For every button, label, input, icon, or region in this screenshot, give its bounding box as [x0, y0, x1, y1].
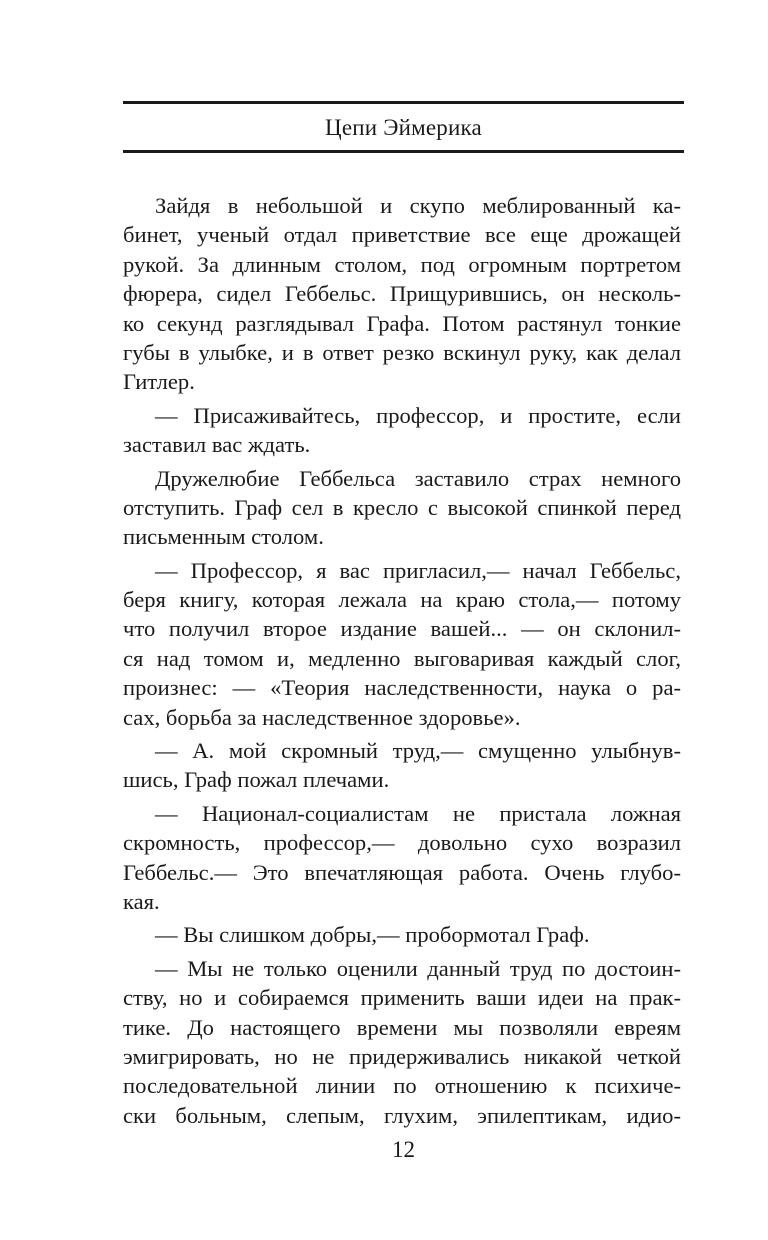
text-line: шись, Граф пожал плечами.	[123, 767, 390, 793]
text-line: кая.	[123, 888, 160, 914]
header-rule-top	[123, 101, 684, 104]
text-line: — Профессор, я вас пригласил,— начал Геббельс,	[155, 557, 681, 583]
text-line: Гитлер.	[123, 369, 195, 395]
text-line: ся над томом и, медленно выговаривая каждый слог,	[123, 645, 681, 671]
text-line: произнес: — «Теория наследственности, наука о ра-	[123, 675, 681, 701]
text-line: что получил второе издание вашей... — он склонил-	[123, 616, 681, 642]
text-line: Дружелюбие Геббельса заставило страх немного	[155, 465, 681, 491]
text-line: губы в улыбке, и в ответ резко вскинул руку, как делал	[123, 339, 681, 365]
text-line: ски больным, слепым, глухим, эпилептикам, идио-	[123, 1102, 681, 1128]
text-line: Зайдя в небольшой и скупо меблированный ка-	[155, 193, 681, 218]
text-line: заставил вас ждать.	[123, 432, 311, 458]
body-text	[123, 191, 681, 1130]
text-line: сах, борьба за наследственное здоровье».	[123, 704, 521, 730]
text-line: — Мы не только оценили данный труд по достоин-	[155, 955, 681, 981]
text-line: ству, но и собираемся применить ваши идеи на прак-	[123, 985, 681, 1011]
text-line: последовательной линии по отношению к психиче-	[123, 1073, 681, 1099]
text-line: — Национал-социалистам не пристала ложная	[155, 800, 681, 826]
text-line: бинет, ученый отдал приветствие все еще дрожащей	[123, 222, 681, 248]
text-line: — Вы слишком добры,— пробормотал Граф.	[155, 922, 590, 948]
text-line: фюрера, сидел Геббельс. Прищурившись, он несколь-	[123, 281, 681, 307]
text-line: Геббельс.— Это впечатляющая работа. Очень глубо-	[123, 859, 681, 885]
text-line: эмигрировать, но не придерживались никакой четкой	[123, 1043, 681, 1069]
text-line: скромность, профессор,— довольно сухо возразил	[123, 830, 681, 856]
page-number: 12	[392, 1137, 415, 1162]
text-line: — Присаживайтесь, профессор, и простите, если	[155, 402, 681, 428]
text-line: ко секунд разглядывал Графа. Потом растянул тонкие	[123, 310, 681, 336]
text-line: отступить. Граф сел в кресло с высокой спинкой перед	[123, 494, 681, 520]
text-line: тике. До настоящего времени мы позволяли евреям	[123, 1014, 681, 1040]
text-line: письменным столом.	[123, 524, 324, 550]
text-line: рукой. За длинным столом, под огромным портретом	[123, 251, 681, 277]
header-rule-bottom	[123, 150, 684, 153]
text-line: — А. мой скромный труд,— смущенно улыбнув-	[155, 738, 681, 764]
text-line: беря книгу, которая лежала на краю стола,— потому	[123, 587, 681, 613]
running-title: Цепи Эймерика	[325, 115, 482, 140]
